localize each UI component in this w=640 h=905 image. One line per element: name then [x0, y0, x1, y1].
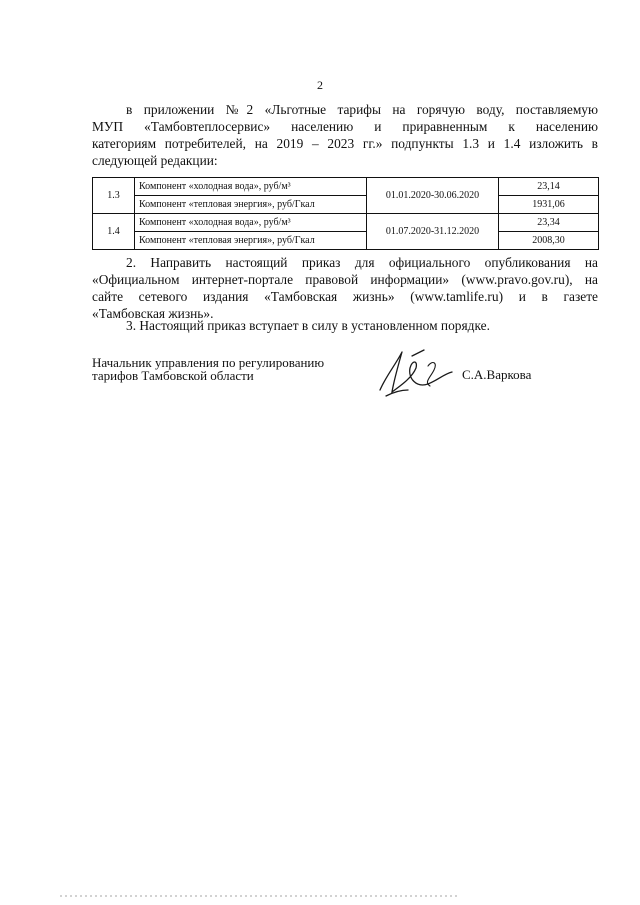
component-cell: Компонент «тепловая энергия», руб/Гкал	[135, 232, 367, 250]
paragraph-3	[92, 317, 598, 334]
paragraph-2-line: «Тамбовская жизнь».	[92, 306, 214, 321]
component-cell: Компонент «тепловая энергия», руб/Гкал	[135, 196, 367, 214]
paragraph-2-line: сайте сетевого издания «Тамбовская жизнь» (www.tamlife.ru) и в газете	[92, 289, 598, 304]
value-cell: 1931,06	[499, 196, 599, 214]
paragraph-1-line: в приложении №2 «Льготные тарифы на горячую воду, поставляемую	[126, 102, 598, 117]
tariff-table	[92, 177, 599, 250]
scan-artifact-line	[60, 894, 460, 898]
table-row	[93, 214, 599, 232]
table-row	[93, 178, 599, 196]
paragraph-1-line: МУП «Тамбовтеплосервис» населению и приравненным к населению	[92, 119, 598, 134]
paragraph-1-line: категориям потребителей, на 2019 – 2023 гг.» подпункты 1.3 и 1.4 изложить в	[92, 136, 598, 151]
signatory-position	[92, 356, 324, 382]
paragraph-1-line: следующей редакции:	[92, 153, 218, 168]
paragraph-3-text: 3. Настоящий приказ вступает в силу в установленном порядке.	[126, 318, 490, 333]
signatory-position-line: Начальник управления по регулированию	[92, 355, 325, 370]
paragraph-2-line: 2. Направить настоящий приказ для официального опубликования на	[126, 255, 598, 270]
table-row	[93, 232, 599, 250]
paragraph-1	[92, 101, 598, 169]
period-cell: 01.07.2020-31.12.2020	[367, 214, 499, 250]
paragraph-2-line: «Официальном интернет-портале правовой информации» (www.pravo.gov.ru), на	[92, 272, 598, 287]
page-number: 2	[317, 78, 323, 92]
paragraph-2	[92, 254, 598, 322]
value-cell: 2008,30	[499, 232, 599, 250]
period-cell: 01.01.2020-30.06.2020	[367, 178, 499, 214]
signatory-name: С.А.Варкова	[462, 367, 532, 382]
item-number: 1.4	[93, 214, 135, 250]
component-cell: Компонент «холодная вода», руб/м³	[135, 214, 367, 232]
handwritten-signature	[372, 346, 462, 400]
value-cell: 23,14	[499, 178, 599, 196]
component-cell: Компонент «холодная вода», руб/м³	[135, 178, 367, 196]
table-row	[93, 196, 599, 214]
signatory-position-line: тарифов Тамбовской области	[92, 368, 254, 383]
item-number: 1.3	[93, 178, 135, 214]
value-cell: 23,34	[499, 214, 599, 232]
